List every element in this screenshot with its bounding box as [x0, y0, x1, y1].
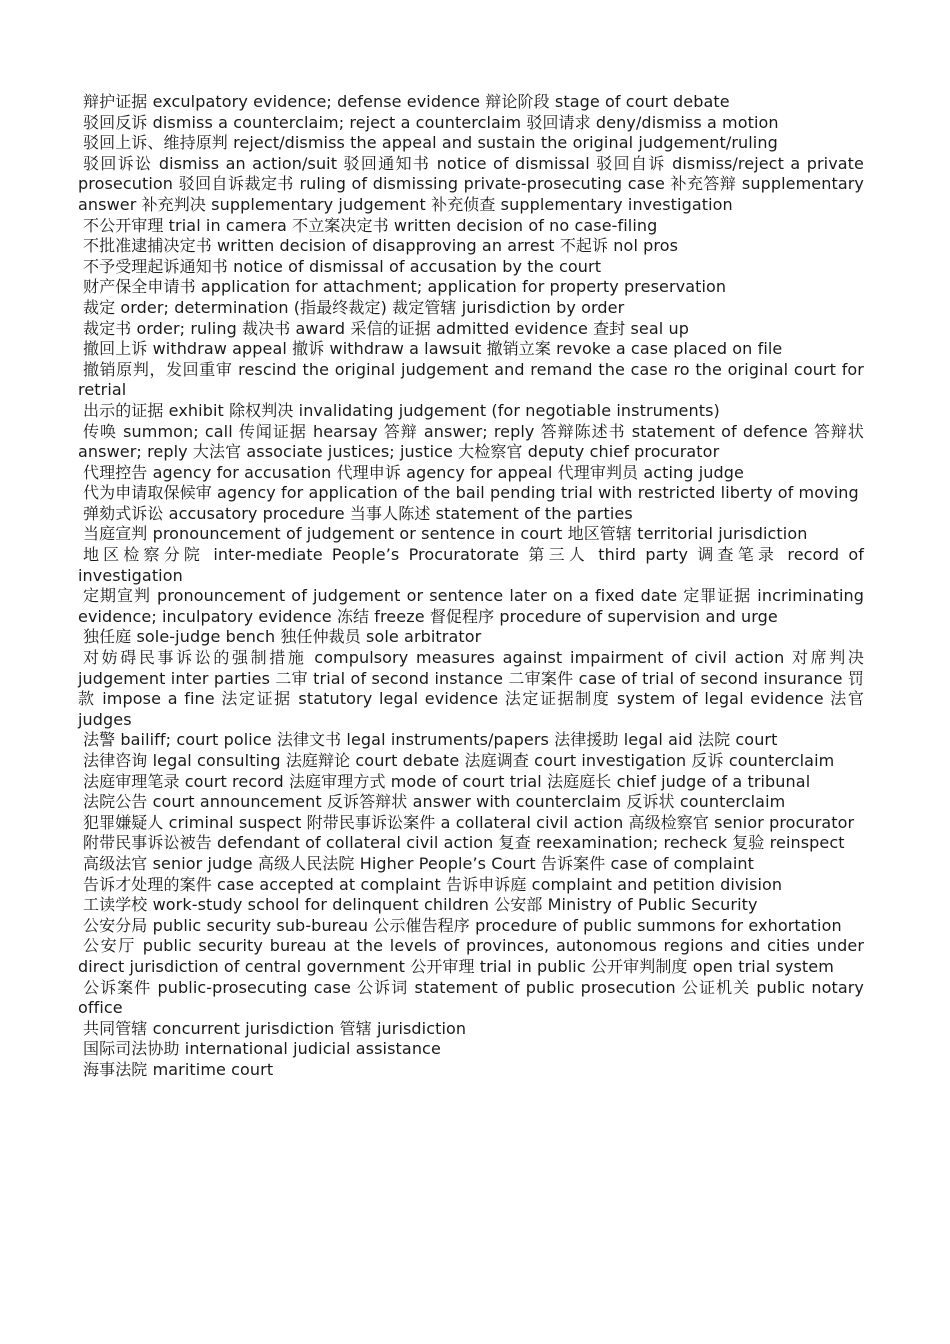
glossary-entry: 告诉才处理的案件 case accepted at complaint 告诉申诉庭 complaint and petition division	[83, 874, 783, 894]
glossary-entry: 传唤 summon; call 传闻证据 hearsay 答辩 answer; reply 答辩陈述书 statement of defence 答辩状 answer; reply 大法官 associate justices; justice 大检察官 deputy chief procurator	[78, 421, 864, 462]
glossary-entry: 高级法官 senior judge 高级人民法院 Higher People’s Court 告诉案件 case of complaint	[83, 853, 755, 873]
glossary-entry: 独任庭 sole-judge bench 独任仲裁员 sole arbitrator	[83, 627, 482, 647]
glossary-entry: 定期宣判 pronouncement of judgement or sentence later on a fixed date 定罪证据 incriminating evidence; inculpatory evidence 冻结 freeze 督促程序 procedure of supervision and urge	[78, 586, 864, 626]
glossary-entry: 裁定书 order; ruling 裁决书 award 采信的证据 admitted evidence 查封 seal up	[83, 318, 689, 338]
glossary-entry: 公诉案件 public-prosecuting case 公诉词 statement of public prosecution 公证机关 public notary office	[78, 977, 864, 1018]
glossary-entry: 代理控告 agency for accusation 代理申诉 agency for appeal 代理审判员 acting judge	[83, 462, 744, 482]
glossary-entry: 不公开审理 trial in camera 不立案决定书 written decision of no case-filing	[83, 215, 658, 235]
glossary-entry: 代为申请取保候审 agency for application of the bail pending trial with restricted liberty of moving	[83, 483, 859, 503]
glossary-entry: 辩护证据 exculpatory evidence; defense evidence 辩论阶段 stage of court debate	[83, 92, 730, 111]
glossary-entry: 共同管辖 concurrent jurisdiction 管辖 jurisdiction	[83, 1018, 467, 1038]
glossary-entry: 驳回上诉、维持原判 reject/dismiss the appeal and sustain the original judgement/ruling	[83, 133, 778, 153]
glossary-entry: 弹劾式诉讼 accusatory procedure 当事人陈述 statement of the parties	[83, 503, 633, 523]
glossary-entry: 不批准逮捕决定书 written decision of disapproving an arrest 不起诉 nol pros	[83, 236, 679, 256]
glossary-entry: 财产保全申请书 application for attachment; application for property preservation	[83, 277, 727, 297]
glossary-entry: 公安分局 public security sub-bureau 公示催告程序 procedure of public summons for exhortation	[83, 915, 842, 935]
glossary-entry: 不予受理起诉通知书 notice of dismissal of accusation by the court	[83, 256, 602, 276]
glossary-entry: 法警 bailiff; court police 法律文书 legal instruments/papers 法律援助 legal aid 法院 court	[83, 730, 778, 750]
glossary-entry: 裁定 order; determination (指最终裁定) 裁定管辖 jurisdiction by order	[83, 297, 625, 317]
glossary-entry: 公安厅 public security bureau at the levels of provinces, autonomous regions and cities under direct jurisdiction of central government 公开审理 trial in public 公开审判制度 open trial system	[78, 936, 864, 976]
glossary-entry: 出示的证据 exhibit 除权判决 invalidating judgement (for negotiable instruments)	[83, 400, 720, 420]
glossary-entry: 法律咨询 legal consulting 法庭辩论 court debate 法庭调查 court investigation 反诉 counterclaim	[83, 751, 835, 770]
glossary-entry: 附带民事诉讼被告 defendant of collateral civil action 复查 reexamination; recheck 复验 reinspect	[83, 833, 845, 853]
glossary-entry: 海事法院 maritime court	[83, 1059, 274, 1079]
glossary-entry: 法院公告 court announcement 反诉答辩状 answer with counterclaim 反诉状 counterclaim	[83, 792, 786, 812]
glossary-entry: 犯罪嫌疑人 criminal suspect 附带民事诉讼案件 a collateral civil action 高级检察官 senior procurator	[83, 812, 855, 832]
glossary-entry: 国际司法协助 international judicial assistance	[83, 1039, 441, 1059]
glossary-entry: 撤销原判，发回重审 rescind the original judgement and remand the case ro the original court for retrial	[78, 359, 864, 400]
glossary-entry: 对妨碍民事诉讼的强制措施 compulsory measures against impairment of civil action 对席判决 judgement inter parties 二审 trial of second instance 二审案件 case of trial of second insurance 罚款 impose a fine 法定证据 statutory legal evidence 法定证据制度 system of legal evidence 法官 judges	[78, 648, 864, 729]
glossary-entry: 驳回反诉 dismiss a counterclaim; reject a counterclaim 驳回请求 deny/dismiss a motion	[83, 112, 779, 132]
glossary-entry: 当庭宣判 pronouncement of judgement or sentence in court 地区管辖 territorial jurisdiction	[83, 524, 808, 544]
glossary-entry: 地区检察分院 inter-mediate People’s Procuratorate 第三人 third party 调查笔录 record of investigation	[78, 545, 864, 585]
glossary-entry: 工读学校 work-study school for delinquent children 公安部 Ministry of Public Security	[83, 895, 758, 915]
glossary-entry: 法庭审理笔录 court record 法庭审理方式 mode of court trial 法庭庭长 chief judge of a tribunal	[83, 771, 811, 791]
glossary-entry: 驳回诉讼 dismiss an action/suit 驳回通知书 notice of dismissal 驳回自诉 dismiss/reject a private prosecution 驳回自诉裁定书 ruling of dismissing private-prosecuting case 补充答辩 supplementary answer 补充判决 supplementary judgement 补充侦查 supplementary investigation	[78, 153, 864, 214]
glossary-entry: 撤回上诉 withdraw appeal 撤诉 withdraw a lawsuit 撤销立案 revoke a case placed on file	[83, 339, 783, 359]
